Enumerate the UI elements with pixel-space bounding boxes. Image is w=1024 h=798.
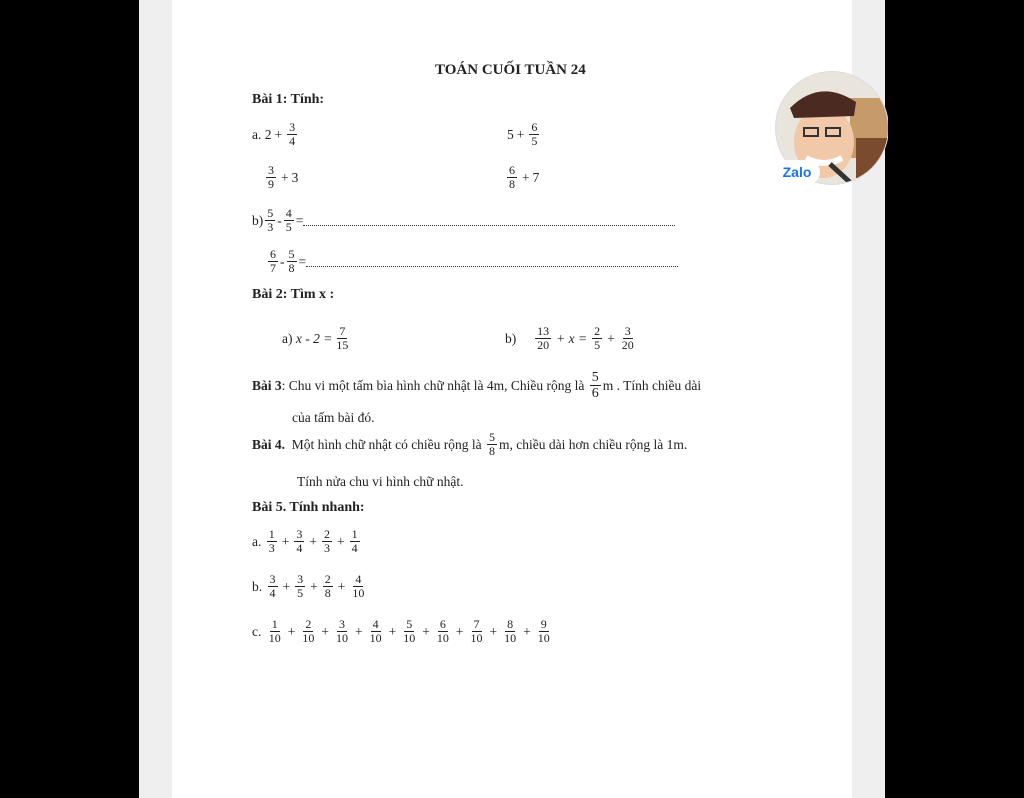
numerator: 5 xyxy=(489,430,496,444)
numerator: 1 xyxy=(268,527,275,541)
whole: 3 xyxy=(291,169,299,185)
bai5-a xyxy=(252,528,362,555)
operator: + xyxy=(281,169,289,185)
fraction xyxy=(266,164,276,191)
bai4-line1 xyxy=(252,431,687,458)
bai5-b-label: b. xyxy=(252,578,263,594)
numerator: 4 xyxy=(372,617,379,631)
whole: 7 xyxy=(532,169,540,185)
bai2-b xyxy=(505,325,638,352)
bai3-label: Bài 3 xyxy=(252,377,282,393)
bai1-heading: Bài 1: Tính: xyxy=(252,92,325,107)
fraction xyxy=(590,370,601,401)
denominator: 10 xyxy=(436,631,449,645)
denominator: 7 xyxy=(270,261,276,275)
bai5-b xyxy=(252,573,368,600)
numerator: 5 xyxy=(591,370,599,385)
numerator: 6 xyxy=(270,247,276,261)
operator: + xyxy=(607,330,615,346)
numerator: 2 xyxy=(594,324,601,338)
plus-operator: + xyxy=(355,623,363,639)
operator: + xyxy=(522,169,530,185)
plus-operator: + xyxy=(388,623,397,639)
denominator: 5 xyxy=(531,134,538,148)
bai3-text1: : Chu vi một tấm bìa hình chữ nhật là 4m, Chiều rộng là xyxy=(281,377,585,393)
fraction xyxy=(295,573,305,600)
numerator: 7 xyxy=(473,617,480,631)
numerator: 9 xyxy=(540,617,547,631)
denominator: 5 xyxy=(285,220,292,234)
equals: = xyxy=(295,212,304,228)
numerator: 3 xyxy=(624,324,631,338)
operator: + xyxy=(274,126,283,142)
fraction xyxy=(535,325,551,352)
plus-operator: + xyxy=(455,623,464,639)
bai5-a-label: a. xyxy=(252,533,262,549)
numerator: 6 xyxy=(439,617,446,631)
bai2-b-label: b) xyxy=(505,330,517,346)
denominator: 10 xyxy=(537,631,550,645)
denominator: 10 xyxy=(302,631,315,645)
numerator: 3 xyxy=(268,163,274,177)
numerator: 6 xyxy=(531,120,538,134)
numerator: 3 xyxy=(297,572,304,586)
fraction xyxy=(536,618,552,645)
denominator: 15 xyxy=(336,338,349,352)
plus-operator: + xyxy=(281,533,290,549)
fraction xyxy=(368,618,384,645)
bai1-b1 xyxy=(252,207,675,234)
plus-operator: + xyxy=(321,623,329,639)
denominator: 4 xyxy=(269,586,276,600)
numerator: 5 xyxy=(406,617,413,631)
plus-operator: + xyxy=(523,623,531,639)
equation-text: + x = xyxy=(556,330,588,346)
bai2-a xyxy=(282,325,352,352)
fraction xyxy=(435,618,451,645)
bai4-text2: m, chiều dài hơn chiều rộng là 1m. xyxy=(499,436,688,452)
fraction xyxy=(287,248,297,275)
numerator: 2 xyxy=(305,617,312,631)
denominator: 9 xyxy=(268,177,274,191)
bai1-a-label: a. xyxy=(252,126,262,142)
operator: - xyxy=(280,253,285,269)
bai4-line2: Tính nửa chu vi hình chữ nhật. xyxy=(297,474,464,489)
answer-line xyxy=(306,256,678,267)
bai1-a3 xyxy=(264,164,298,191)
fraction xyxy=(592,325,602,352)
numerator: 4 xyxy=(355,572,362,586)
fraction xyxy=(401,618,417,645)
denominator: 10 xyxy=(403,631,416,645)
plus-operator: + xyxy=(337,533,345,549)
bai1-b-label: b) xyxy=(252,212,264,228)
fraction xyxy=(267,618,283,645)
denominator: 3 xyxy=(267,220,274,234)
bai2-heading: Bài 2: Tìm x : xyxy=(252,287,335,302)
bai3-line1 xyxy=(252,370,701,401)
whole: 2 xyxy=(264,126,272,142)
sum-terms xyxy=(265,618,554,645)
zalo-chat-bubble[interactable] xyxy=(770,68,888,192)
plus-operator: + xyxy=(287,623,296,639)
bai1-b2 xyxy=(266,248,678,275)
numerator: 8 xyxy=(507,617,514,631)
denominator: 3 xyxy=(268,541,275,555)
denominator: 8 xyxy=(509,177,515,191)
document-page xyxy=(172,0,852,798)
fraction xyxy=(287,121,297,148)
answer-line xyxy=(303,215,675,226)
denominator: 8 xyxy=(324,586,331,600)
bai1-a1 xyxy=(252,121,299,148)
numerator: 13 xyxy=(537,324,550,338)
sum-terms xyxy=(266,573,369,600)
numerator: 2 xyxy=(324,527,330,541)
plus-operator: + xyxy=(489,623,498,639)
denominator: 10 xyxy=(352,586,365,600)
plus-operator: + xyxy=(282,578,291,594)
denominator: 8 xyxy=(288,261,295,275)
bai3-text2: m . Tính chiều dài xyxy=(602,377,702,393)
numerator: 6 xyxy=(509,163,515,177)
plus-operator: + xyxy=(422,623,430,639)
whole: 5 xyxy=(507,126,514,142)
bai5-c-label: c. xyxy=(252,623,262,639)
fraction xyxy=(487,431,497,458)
numerator: 3 xyxy=(339,617,345,631)
denominator: 4 xyxy=(351,541,358,555)
fraction xyxy=(334,325,350,352)
fraction xyxy=(620,325,636,352)
fraction xyxy=(294,528,304,555)
equation-text: x - 2 = xyxy=(295,330,333,346)
bai5-c xyxy=(252,618,554,645)
zalo-label: Zalo xyxy=(782,164,812,180)
numerator: 7 xyxy=(339,324,346,338)
numerator: 3 xyxy=(289,120,296,134)
equals: = xyxy=(298,253,307,269)
bai1-a4 xyxy=(505,164,539,191)
denominator: 5 xyxy=(594,338,601,352)
fraction xyxy=(507,164,517,191)
numerator: 3 xyxy=(296,527,303,541)
denominator: 10 xyxy=(336,631,348,645)
bai2-a-label: a) xyxy=(282,330,293,346)
fraction xyxy=(323,573,333,600)
bai1-a2 xyxy=(507,121,541,148)
fraction xyxy=(502,618,518,645)
bai3-line2: của tấm bài đó. xyxy=(292,410,375,425)
denominator: 10 xyxy=(369,631,382,645)
fraction xyxy=(265,207,275,234)
denominator: 3 xyxy=(324,541,330,555)
denominator: 8 xyxy=(489,444,496,458)
bai4-label: Bài 4. xyxy=(252,436,286,452)
numerator: 5 xyxy=(267,206,274,220)
plus-operator: + xyxy=(309,533,317,549)
sum-terms xyxy=(265,528,362,555)
denominator: 6 xyxy=(591,386,599,401)
page-title: TOÁN CUỐI TUẦN 24 xyxy=(435,62,586,78)
fraction xyxy=(469,618,485,645)
numerator: 3 xyxy=(269,572,276,586)
numerator: 4 xyxy=(285,206,292,220)
zalo-avatar-icon xyxy=(770,68,888,192)
denominator: 20 xyxy=(621,338,634,352)
denominator: 4 xyxy=(296,541,303,555)
fraction xyxy=(529,121,539,148)
fraction xyxy=(284,207,294,234)
plus-operator: + xyxy=(310,578,318,594)
bai4-text1: Một hình chữ nhật có chiều rộng là xyxy=(291,436,482,452)
denominator: 5 xyxy=(297,586,304,600)
operator: - xyxy=(277,212,282,228)
plus-operator: + xyxy=(337,578,346,594)
fraction xyxy=(350,573,366,600)
denominator: 10 xyxy=(268,631,281,645)
operator: + xyxy=(516,126,525,142)
fraction xyxy=(350,528,360,555)
numerator: 1 xyxy=(351,527,358,541)
fraction xyxy=(334,618,350,645)
numerator: 2 xyxy=(324,572,331,586)
fraction xyxy=(322,528,332,555)
denominator: 10 xyxy=(470,631,483,645)
numerator: 5 xyxy=(288,247,295,261)
bai5-heading: Bài 5. Tính nhanh: xyxy=(252,500,365,515)
fraction xyxy=(300,618,316,645)
fraction xyxy=(268,248,278,275)
fraction xyxy=(267,528,277,555)
denominator: 4 xyxy=(289,134,296,148)
denominator: 20 xyxy=(537,338,550,352)
fraction xyxy=(268,573,278,600)
denominator: 10 xyxy=(504,631,517,645)
numerator: 1 xyxy=(271,617,278,631)
